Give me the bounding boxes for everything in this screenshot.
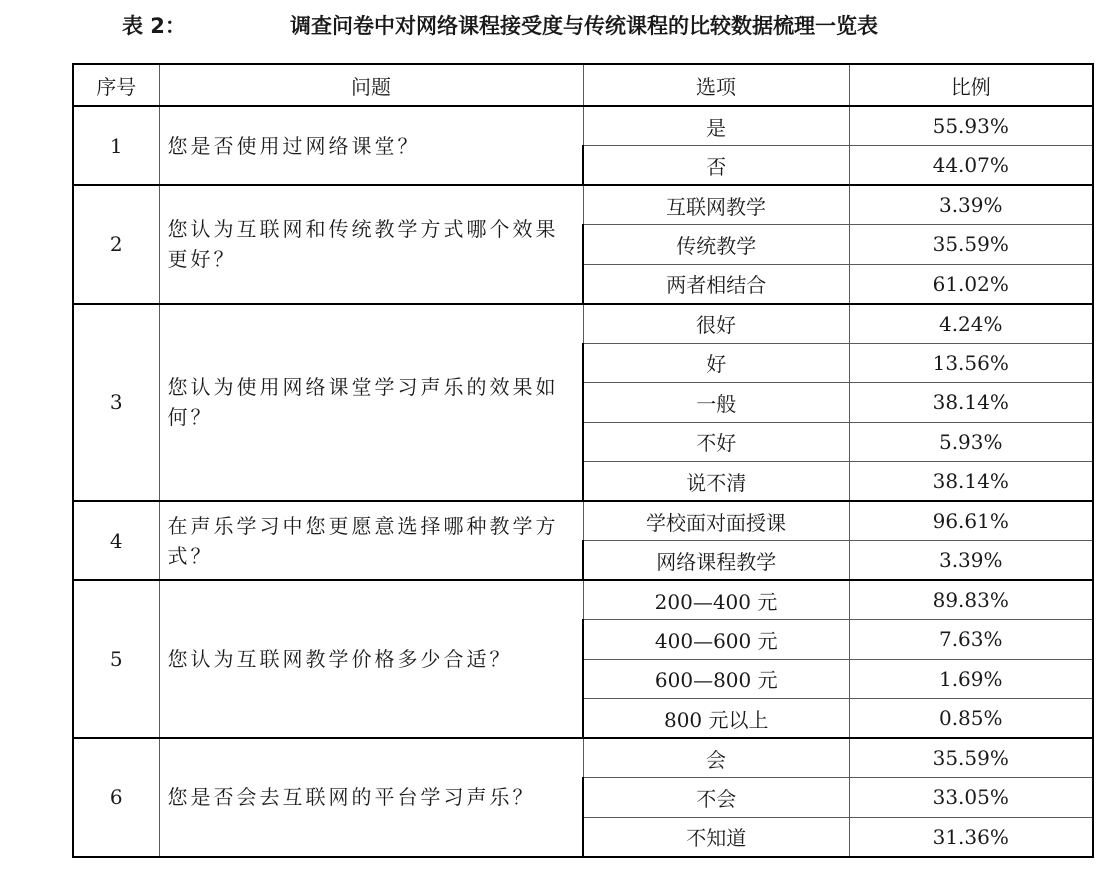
ratio-cell: 35.59%: [849, 738, 1093, 778]
ratio-cell: 55.93%: [849, 106, 1093, 146]
option-cell: 不知道: [583, 817, 849, 857]
question-cell: 您认为互联网教学价格多少合适？: [159, 580, 583, 738]
option-cell: 200—400 元: [583, 580, 849, 620]
question-cell: 您认为互联网和传统教学方式哪个效果更好？: [159, 185, 583, 304]
ratio-cell: 33.05%: [849, 778, 1093, 818]
option-cell: 网络课程教学: [583, 541, 849, 581]
row-number: 5: [73, 580, 159, 738]
table-row: [73, 580, 1093, 620]
ratio-cell: 31.36%: [849, 817, 1093, 857]
ratio-cell: 89.83%: [849, 580, 1093, 620]
ratio-cell: 0.85%: [849, 699, 1093, 739]
table-row: [73, 106, 1093, 146]
option-cell: 传统教学: [583, 225, 849, 265]
option-cell: 学校面对面授课: [583, 501, 849, 541]
option-cell: 很好: [583, 304, 849, 344]
header-ratio: 比例: [849, 64, 1093, 106]
option-cell: 不会: [583, 778, 849, 818]
ratio-cell: 4.24%: [849, 304, 1093, 344]
option-cell: 互联网教学: [583, 185, 849, 225]
header-row: [73, 64, 1093, 106]
question-cell: 您认为使用网络课堂学习声乐的效果如何？: [159, 304, 583, 502]
table-label: 表 2：: [122, 14, 186, 38]
ratio-cell: 35.59%: [849, 225, 1093, 265]
option-cell: 会: [583, 738, 849, 778]
ratio-cell: 61.02%: [849, 264, 1093, 304]
table-title: 调查问卷中对网络课程接受度与传统课程的比较数据梳理一览表: [290, 14, 878, 38]
header-no: 序号: [73, 64, 159, 106]
header-question: 问题: [159, 64, 583, 106]
table-row: [73, 304, 1093, 344]
option-cell: 400—600 元: [583, 620, 849, 660]
row-number: 1: [73, 106, 159, 185]
row-number: 2: [73, 185, 159, 304]
option-cell: 两者相结合: [583, 264, 849, 304]
question-cell: 您是否使用过网络课堂？: [159, 106, 583, 185]
ratio-cell: 3.39%: [849, 541, 1093, 581]
ratio-cell: 13.56%: [849, 343, 1093, 383]
option-cell: 一般: [583, 383, 849, 423]
ratio-cell: 44.07%: [849, 146, 1093, 186]
ratio-cell: 96.61%: [849, 501, 1093, 541]
option-cell: 否: [583, 146, 849, 186]
ratio-cell: 7.63%: [849, 620, 1093, 660]
table-row: [73, 185, 1093, 225]
option-cell: 800 元以上: [583, 699, 849, 739]
option-cell: 600—800 元: [583, 659, 849, 699]
table-caption: [0, 8, 1111, 40]
option-cell: 说不清: [583, 462, 849, 502]
row-number: 6: [73, 738, 159, 857]
survey-table: [72, 63, 1094, 858]
table-body: [73, 106, 1093, 857]
question-cell: 在声乐学习中您更愿意选择哪种教学方式？: [159, 501, 583, 580]
row-number: 3: [73, 304, 159, 502]
row-number: 4: [73, 501, 159, 580]
header-option: 选项: [583, 64, 849, 106]
option-cell: 好: [583, 343, 849, 383]
ratio-cell: 3.39%: [849, 185, 1093, 225]
ratio-cell: 38.14%: [849, 462, 1093, 502]
table-row: [73, 738, 1093, 778]
ratio-cell: 38.14%: [849, 383, 1093, 423]
ratio-cell: 1.69%: [849, 659, 1093, 699]
ratio-cell: 5.93%: [849, 422, 1093, 462]
table-row: [73, 501, 1093, 541]
option-cell: 不好: [583, 422, 849, 462]
question-cell: 您是否会去互联网的平台学习声乐？: [159, 738, 583, 857]
option-cell: 是: [583, 106, 849, 146]
